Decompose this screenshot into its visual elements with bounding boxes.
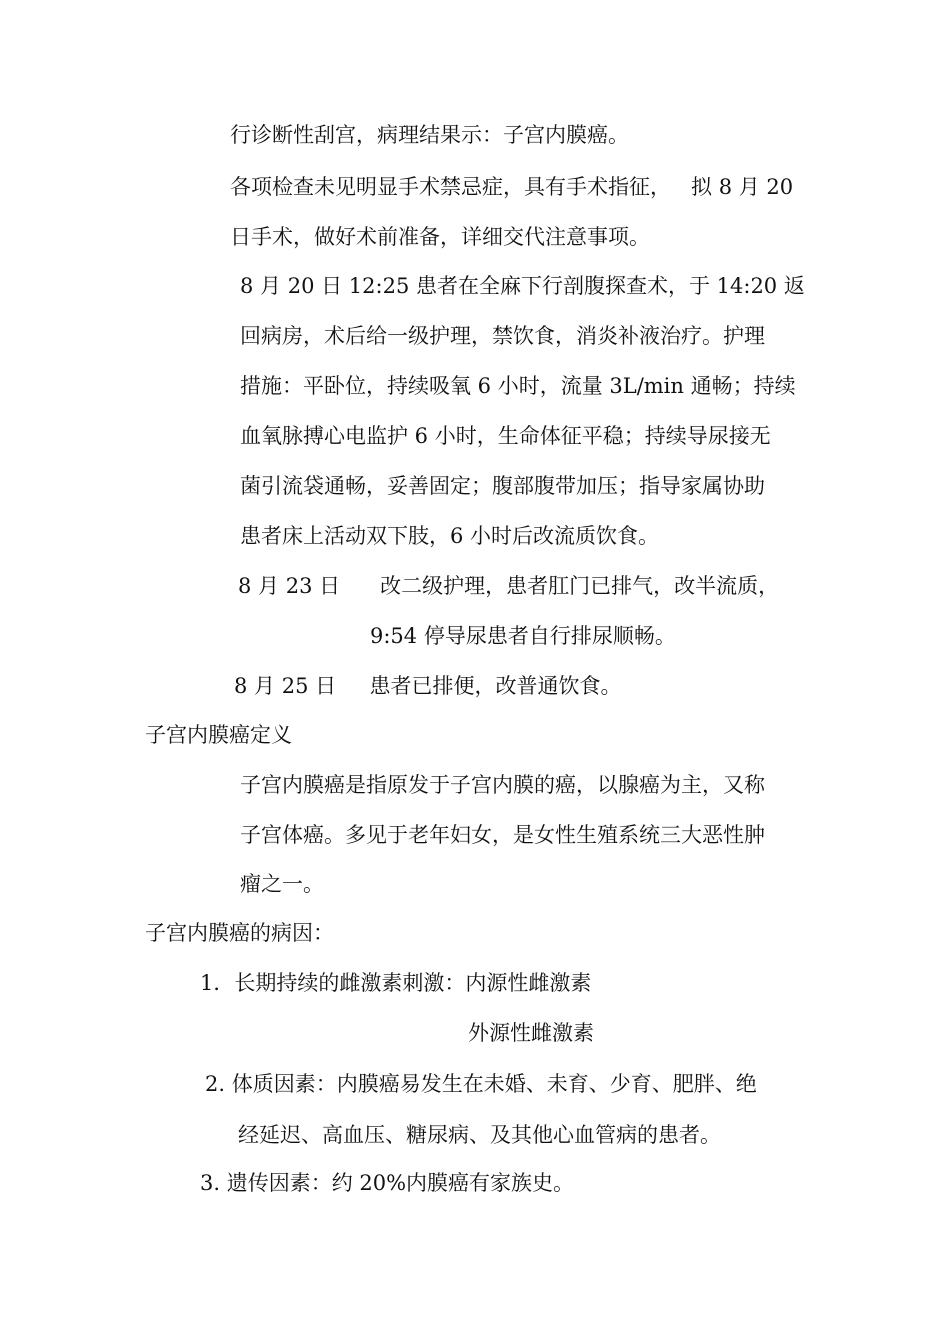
text-line: 菌引流袋通畅，妥善固定；腹部腹带加压；指导家属协助 — [240, 474, 765, 498]
text-line: 措施：平卧位，持续吸氧 6 小时，流量 3L/min 通畅；持续 — [240, 374, 796, 398]
list-item: 1．长期持续的雌激素刺激：内源性雌激素 — [200, 971, 592, 995]
text-line: 行诊断性刮宫，病理结果示：子宫内膜癌。 — [230, 123, 629, 147]
text-line: 8 月 25 日 患者已排便，改普通饮食。 — [234, 674, 622, 698]
text-line: 子宫体癌。多见于老年妇女，是女性生殖系统三大恶性肿 — [240, 823, 765, 847]
text-line: 患者床上活动双下肢，6 小时后改流质饮食。 — [240, 524, 660, 548]
text-line: 瘤之一。 — [240, 872, 324, 896]
list-item: 2. 体质因素：内膜癌易发生在未婚、未育、少育、肥胖、绝 — [205, 1072, 757, 1096]
text-line: 各项检查未见明显手术禁忌症，具有手术指征， 拟 8 月 20 — [230, 175, 794, 199]
list-item-continuation: 经延迟、高血压、糖尿病、及其他心血管病的患者。 — [238, 1123, 721, 1147]
text-line: 8 月 23 日 改二级护理，患者肛门已排气，改半流质， — [238, 574, 780, 598]
text-line: 回病房，术后给一级护理，禁饮食，消炎补液治疗。护理 — [240, 324, 765, 348]
text-line: 子宫内膜癌是指原发于子宫内膜的癌，以腺癌为主，又称 — [240, 773, 765, 797]
section-heading: 子宫内膜癌的病因： — [145, 921, 334, 945]
text-line: 8 月 20 日 12:25 患者在全麻下行剖腹探查术，于 14:20 返 — [240, 274, 805, 298]
text-line: 9:54 停导尿患者自行排尿顺畅。 — [370, 624, 676, 648]
list-item: 3. 遗传因素：约 20%内膜癌有家族史。 — [200, 1171, 575, 1195]
section-heading: 子宫内膜癌定义 — [145, 723, 292, 747]
text-line: 血氧脉搏心电监护 6 小时，生命体征平稳；持续导尿接无 — [240, 424, 771, 448]
text-line: 日手术，做好术前准备，详细交代注意事项。 — [230, 225, 650, 249]
list-item-continuation: 外源性雌激素 — [468, 1021, 594, 1045]
